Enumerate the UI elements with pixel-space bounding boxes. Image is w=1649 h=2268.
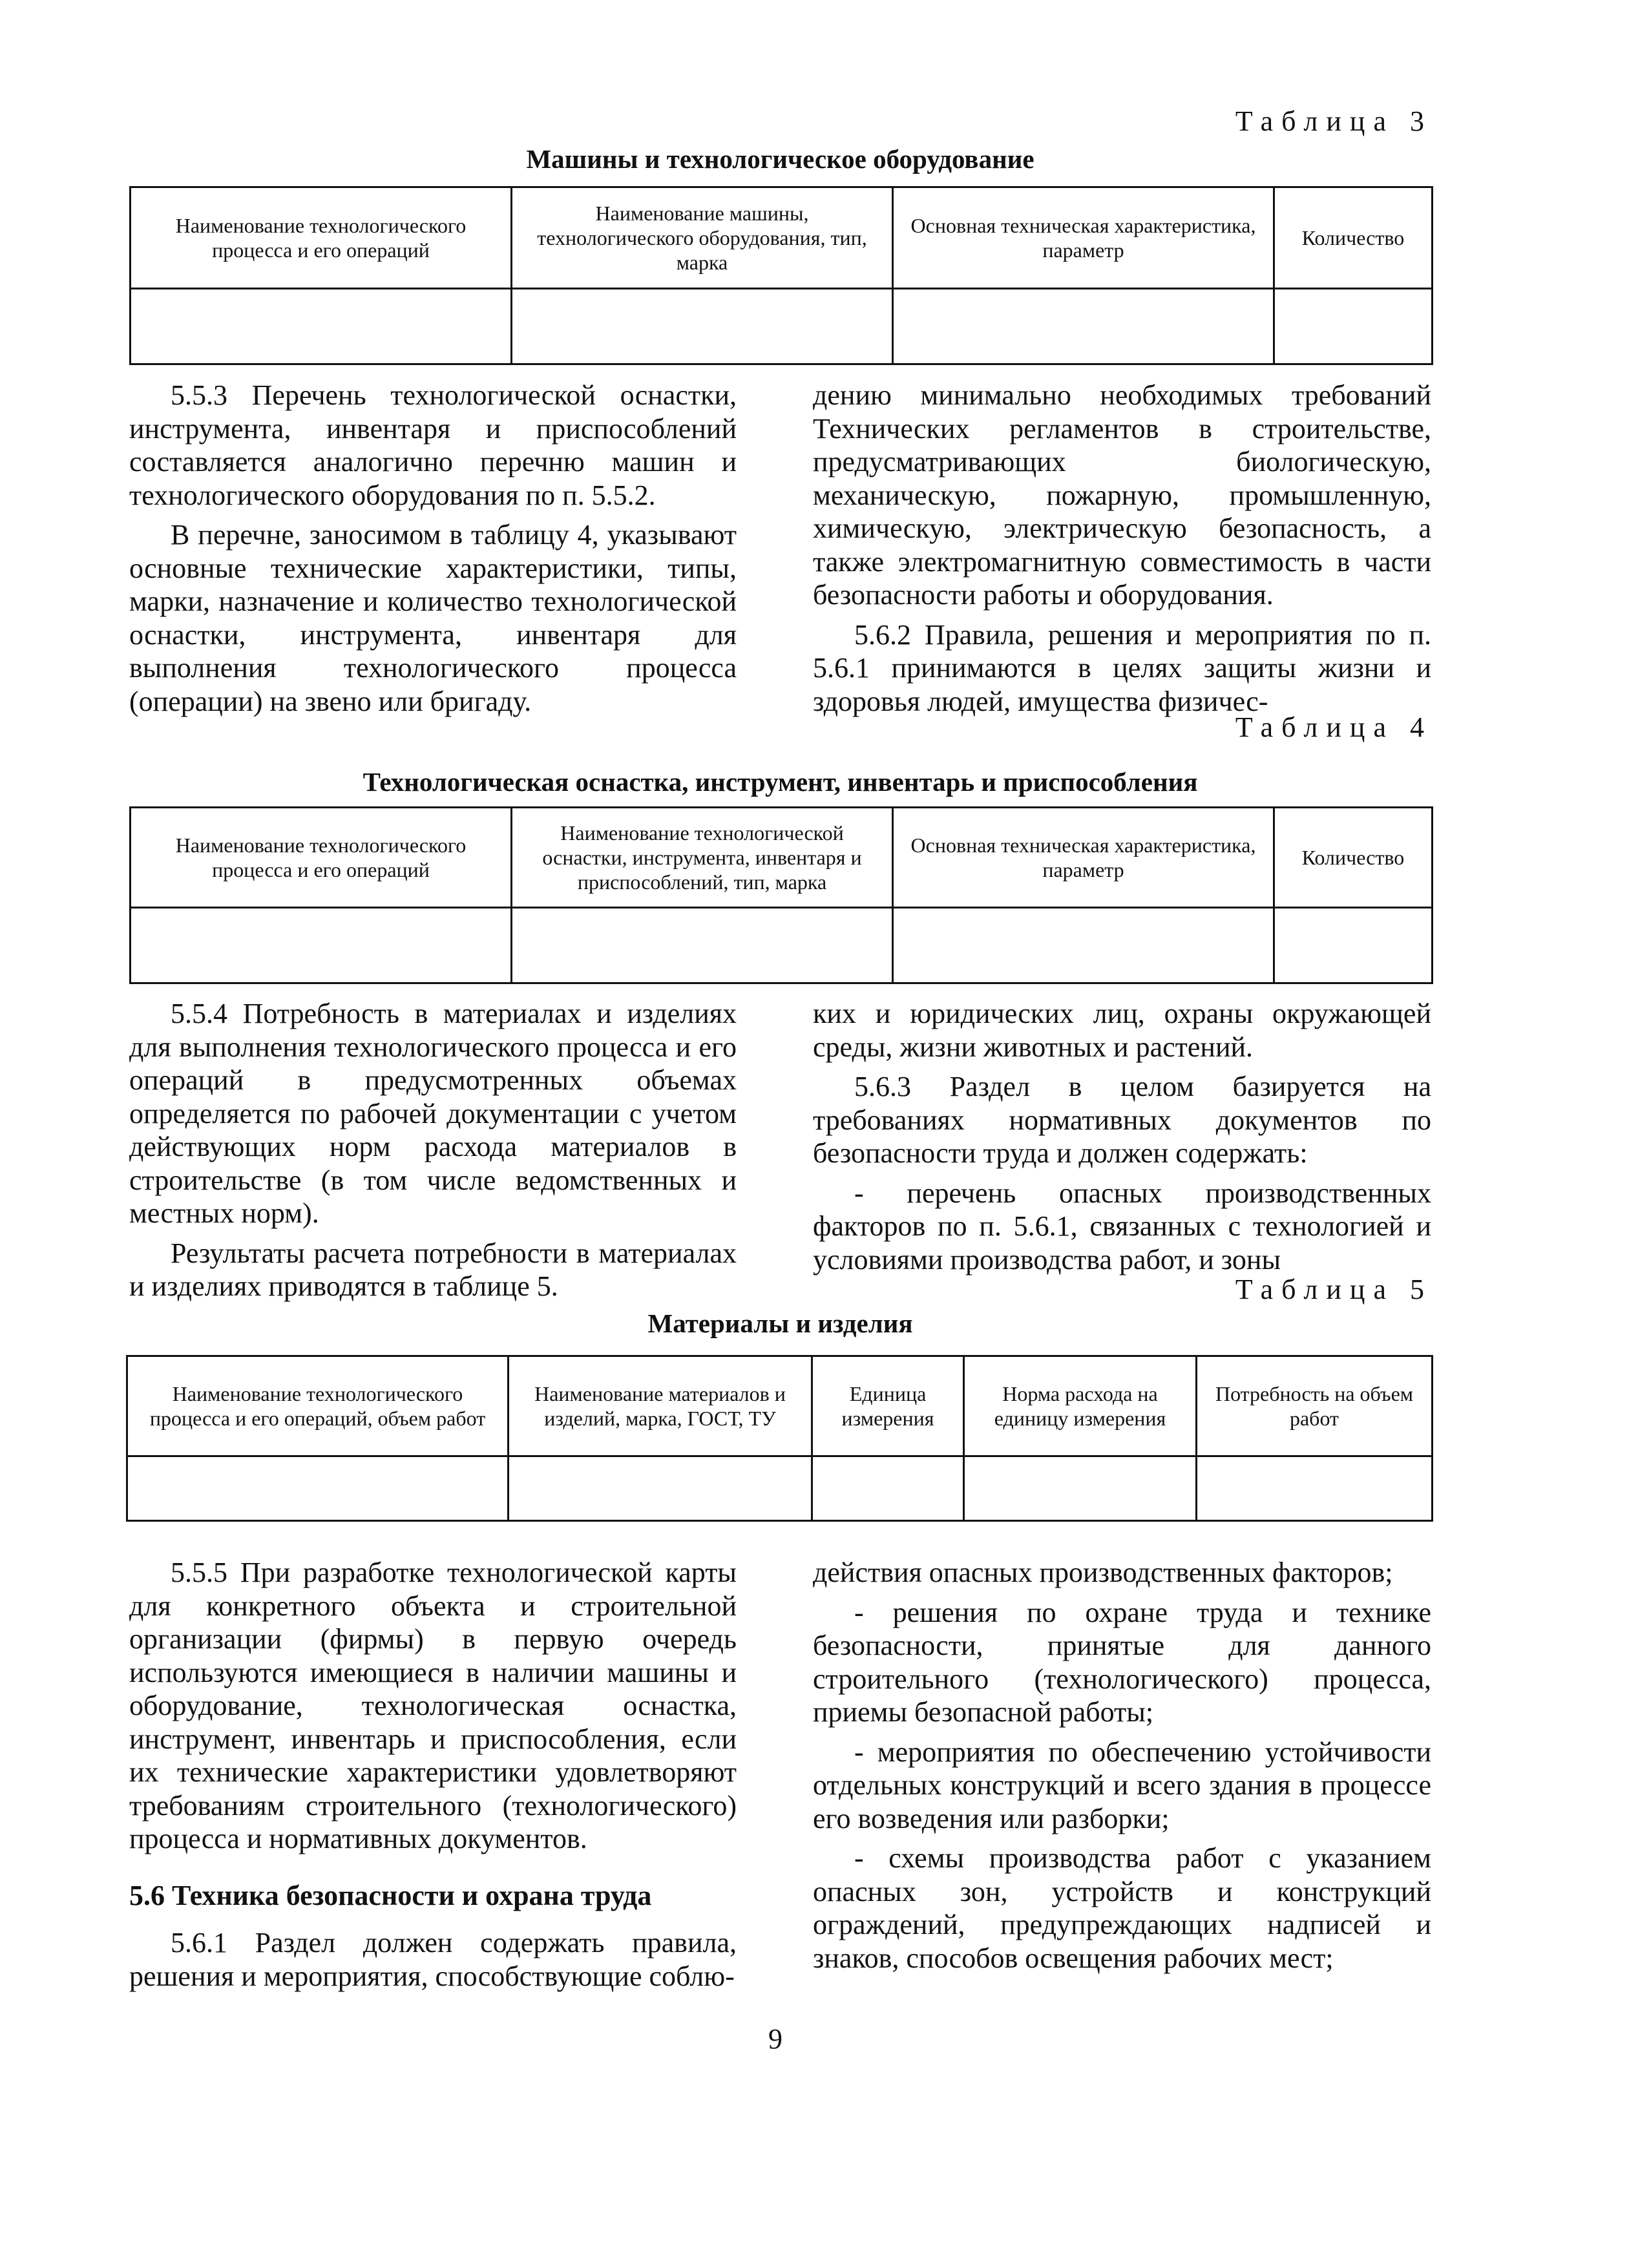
table-3-header-cell: Количество	[1274, 187, 1433, 289]
table-4-header-cell: Наименование технологического процесса и его операций	[131, 808, 512, 908]
table-4-title: Технологическая оснастка, инструмент, инвентарь и приспособления	[362, 767, 1198, 797]
table-4	[129, 806, 1433, 984]
table-3-header-cell: Основная техническая характеристика, параметр	[893, 187, 1274, 289]
table-4-header-cell: Количество	[1274, 808, 1433, 908]
table-5-empty-row	[127, 1456, 1433, 1521]
paragraph: Результаты расчета потребности в материалах и изделиях приводятся в таблице 5.	[129, 1237, 737, 1302]
block-2-left-column	[129, 997, 737, 1303]
block-3-left-column	[129, 1556, 737, 1993]
table-5-header-cell: Норма расхода на единицу измерения	[964, 1356, 1197, 1456]
table-4-header-row	[131, 808, 1433, 908]
table-3-empty-row	[131, 289, 1433, 364]
page-number: 9	[768, 2023, 782, 2055]
table-4-label: Таблица 4	[1235, 711, 1433, 743]
paragraph-5-6-1: 5.6.1 Раздел должен содержать правила, решения и мероприятия, способствующие соблю-	[129, 1927, 737, 1992]
table-3-title: Машины и технологическое оборудование	[526, 144, 1035, 174]
block-1-right-column	[813, 379, 1431, 718]
table-4-header-cell: Наименование технологической оснастки, инструмента, инвентаря и приспособлений, тип, марка	[512, 808, 893, 908]
list-item: - мероприятия по обеспечению устойчивости отдельных конструкций и всего здания в процессе его возведения или разборки;	[813, 1736, 1431, 1834]
block-1-left-column	[129, 379, 737, 718]
table-4-empty-row	[131, 908, 1433, 983]
paragraph-5-6-2: 5.6.2 Правила, решения и мероприятия по п. 5.6.1 принимаются в целях защиты жизни и здоровья людей, имущества физичес-	[813, 618, 1431, 717]
table-3-header-cell: Наименование машины, технологического оборудования, тип, марка	[512, 187, 893, 289]
table-3-header-cell: Наименование технологического процесса и его операций	[131, 187, 512, 289]
table-5-label: Таблица 5	[1235, 1274, 1433, 1305]
paragraph-5-5-5: 5.5.5 При разработке технологической карты для конкретного объекта и строительной организации (фирмы) в первую очередь используются имеющиеся в наличии машины и оборудование, технологическая оснастка, инструмент, инвентарь и приспособления, если их технические характеристики удовлетворяют требованиям строительного (технологического) процесса и нормативных документов.	[129, 1557, 737, 1854]
table-5-header-cell: Наименование материалов и изделий, марка, ГОСТ, ТУ	[509, 1356, 812, 1456]
paragraph-5-5-4: 5.5.4 Потребность в материалах и изделиях для выполнения технологического процесса и его операций в предусмотренных объемах определяется по рабочей документации с учетом действующих норм расхода материалов в строительстве (в том числе ведомственных и местных норм).	[129, 998, 737, 1229]
table-5-header-row	[127, 1356, 1433, 1456]
paragraph-continued: ких и юридических лиц, охраны окружающей среды, жизни животных и растений.	[813, 998, 1431, 1063]
table-5	[126, 1355, 1433, 1522]
paragraph-5-6-3: 5.6.3 Раздел в целом базируется на требованиях нормативных документов по безопасности труда и должен содержать:	[813, 1071, 1431, 1169]
table-3-label: Таблица 3	[1235, 105, 1433, 137]
paragraph: В перечне, заносимом в таблицу 4, указывают основные технические характеристики, типы, марки, назначение и количество технологической оснастки, инструмента, инвентаря для выполнения технологического процесса (операции) на звено или бригаду.	[129, 519, 737, 717]
table-5-header-cell: Потребность на объем работ	[1197, 1356, 1433, 1456]
paragraph-continued: действия опасных производственных факторов;	[813, 1557, 1393, 1588]
paragraph-continued: дению минимально необходимых требований Технических регламентов в строительстве, предусматривающих биологическую, механическую, пожарную, промышленную, химическую, электрическую безопасность, а также электромагнитную совместимость в части безопасности работы и оборудования.	[813, 379, 1431, 611]
table-4-header-cell: Основная техническая характеристика, параметр	[893, 808, 1274, 908]
list-item: - решения по охране труда и технике безопасности, принятые для данного строительного (технологического) процесса, приемы безопасной работы;	[813, 1596, 1431, 1728]
table-5-header-cell: Наименование технологического процесса и его операций, объем работ	[127, 1356, 509, 1456]
list-item: - перечень опасных производственных факторов по п. 5.6.1, связанных с технологией и условиями производства работ, и зоны	[813, 1177, 1431, 1276]
table-3	[129, 186, 1433, 365]
block-3-right-column	[813, 1556, 1431, 1975]
paragraph-5-5-3: 5.5.3 Перечень технологической оснастки, инструмента, инвентаря и приспособлений составляется аналогично перечню машин и технологического оборудования по п. 5.5.2.	[129, 379, 737, 511]
section-heading: 5.6 Техника безопасности и охрана труда	[129, 1879, 652, 1911]
table-5-title: Материалы и изделия	[647, 1308, 913, 1338]
list-item: - схемы производства работ с указанием опасных зон, устройств и конструкций ограждений, предупреждающих надписей и знаков, способов освещения рабочих мест;	[813, 1842, 1431, 1974]
table-3-header-row	[131, 187, 1433, 289]
block-2-right-column	[813, 997, 1431, 1276]
table-5-header-cell: Единица измерения	[812, 1356, 964, 1456]
